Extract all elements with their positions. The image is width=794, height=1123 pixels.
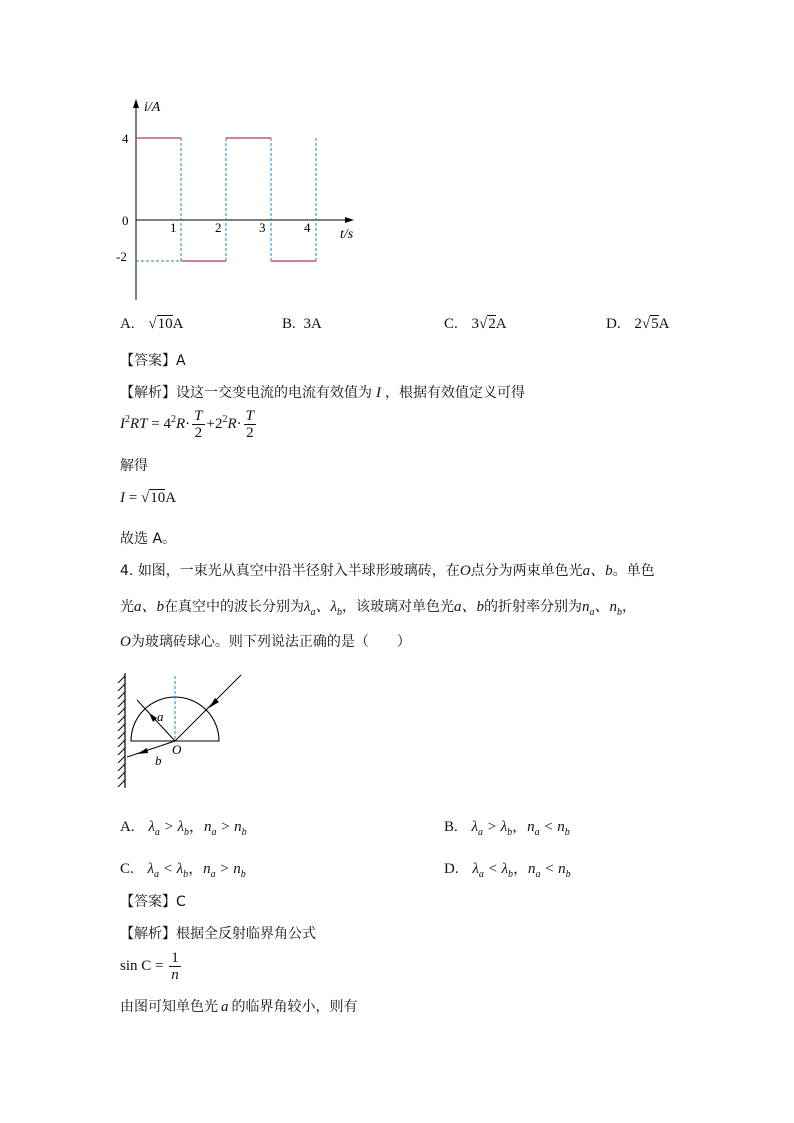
stem-text: 。单色	[612, 563, 655, 579]
q3-answer	[120, 351, 186, 371]
sqrt-sign: √	[479, 316, 488, 332]
option-letter: D.	[444, 861, 459, 877]
q3-conclusion: 故选 A。	[120, 531, 177, 547]
result-unit: A	[165, 490, 177, 506]
x-axis-label: t/s	[340, 227, 354, 242]
option-letter: D.	[606, 316, 621, 332]
q3-option-a[interactable]	[120, 316, 183, 333]
option-letter: B.	[444, 819, 458, 835]
option-radicand: 10	[157, 316, 173, 332]
answer-value: C	[176, 894, 186, 910]
analysis-tail: ，根据有效值定义可得	[385, 385, 525, 401]
conclusion-text: 由图可知单色光	[120, 999, 218, 1015]
stem-text: ，该玻璃对单色光	[342, 599, 455, 615]
q4-stem-line2: 光a、b在真空中的波长分别为$\lambda_a$、$\lambda_b$，该玻璃对单色光a、b的折射率分别为$n_a$、$n_b$，	[120, 599, 637, 618]
var-O: O	[459, 563, 471, 579]
q3-option-c[interactable]	[444, 316, 507, 333]
label-O: O	[172, 742, 182, 757]
q3-formula-effective: $I^2RT = 4^2R\cdot$ $\frac{T}{2}$ $+2^2R\cdot$ $\frac{T}{2}$	[120, 408, 254, 441]
var-O: O	[120, 634, 131, 650]
stem-text: 为玻璃砖球心。则下列说法正确的是（ ）	[130, 634, 411, 650]
option-unit: A	[495, 316, 507, 332]
q4-option-a[interactable]: A. $\lambda_a > \lambda_b$，$n_a > n_b$	[120, 819, 247, 838]
option-value: 3A	[303, 316, 322, 332]
option-unit: A	[172, 316, 184, 332]
n-vars: $n_a$、$n_b$	[582, 599, 623, 618]
var-ab: a、b	[582, 563, 613, 579]
x-axis-arrow	[345, 217, 354, 223]
option-coef: 2	[634, 316, 642, 332]
stem-text: 光	[120, 599, 134, 615]
analysis-label: 【解析】	[120, 385, 176, 401]
ray-b	[127, 741, 175, 757]
option-letter: C.	[120, 861, 134, 877]
q4-formula-critical	[120, 950, 183, 983]
y-tick-4: 4	[122, 131, 129, 146]
answer-label: 【答案】	[120, 894, 176, 910]
x-tick-1: 1	[170, 220, 177, 235]
answer-label: 【答案】	[120, 353, 176, 369]
conclusion-var: a	[221, 999, 229, 1015]
label-a: a	[157, 709, 164, 724]
y-tick-neg2: -2	[116, 249, 127, 264]
analysis-var: I	[376, 385, 381, 401]
sqrt-sign: √	[140, 490, 150, 506]
q4-conclusion	[120, 997, 358, 1017]
conclusion-text: 的临界角较小，则有	[231, 999, 358, 1015]
incident-ray	[175, 675, 241, 741]
q4-analysis	[120, 924, 316, 944]
answer-value: A	[176, 353, 186, 369]
stem-text: 的折射率分别为	[484, 599, 583, 615]
label-b: b	[155, 753, 162, 768]
option-radicand: 5	[651, 316, 659, 332]
option-coef: 3	[471, 316, 480, 332]
q4-option-d[interactable]: D. $\lambda_a < \lambda_b$，$n_a < n_b$	[444, 861, 571, 880]
option-letter: A.	[120, 819, 135, 835]
q4-answer	[120, 892, 186, 912]
sqrt-sign: √	[641, 316, 651, 332]
formula-left: sin C =	[120, 957, 164, 974]
hemisphere-glass-figure	[115, 668, 255, 793]
stem-text: 点分为两束单色光	[470, 563, 583, 579]
wall-hatching	[118, 676, 125, 787]
incident-arrow	[209, 698, 219, 708]
result-radicand: 10	[150, 490, 166, 506]
var-ab: a、b	[454, 599, 485, 615]
dashed-guides	[136, 138, 316, 261]
q4-option-c[interactable]: C. $\lambda_a < \lambda_b$，$n_a > n_b$	[120, 861, 246, 880]
option-letter: A.	[120, 316, 135, 332]
ray-a	[137, 700, 175, 741]
q3-option-b[interactable]	[282, 316, 322, 333]
analysis-label: 【解析】	[120, 926, 176, 942]
q4-number: 4.	[120, 563, 134, 579]
y-axis-label: i/A	[144, 100, 161, 115]
formula-num: 1	[171, 950, 179, 966]
sqrt-sign: √	[148, 316, 157, 332]
analysis-text: 设这一交变电流的电流有效值为	[176, 385, 372, 401]
option-letter: B.	[282, 316, 296, 332]
stem-text: 在真空中的波长分别为	[164, 599, 305, 615]
q3-analysis	[120, 383, 525, 403]
x-tick-2: 2	[215, 220, 222, 235]
option-unit: A	[658, 316, 670, 332]
q4-option-b[interactable]: B. $\lambda_a > \lambda_b$，$n_a < n_b$	[444, 819, 570, 838]
analysis-text: 根据全反射临界角公式	[176, 926, 316, 942]
var-ab: a、b	[134, 599, 165, 615]
q3-solve-label: 解得	[120, 458, 148, 474]
x-tick-4: 4	[304, 220, 311, 235]
q3-result: I = √10A	[120, 490, 177, 506]
lambda-vars: $\lambda_a$、$\lambda_b$	[304, 599, 343, 618]
x-tick-3: 3	[259, 220, 266, 235]
y-axis-arrow	[133, 99, 139, 108]
option-letter: C.	[444, 316, 458, 332]
ray-b-arrow	[137, 748, 148, 754]
option-radicand: 2	[488, 316, 496, 332]
stem-text: 如图，一束光从真空中沿半径射入半球形玻璃砖，在	[137, 563, 460, 579]
formula-den: n	[171, 967, 179, 983]
q3-option-d[interactable]	[606, 316, 669, 333]
q4-stem-line1	[120, 561, 655, 581]
y-tick-0: 0	[122, 213, 129, 228]
current-time-graph	[110, 95, 370, 305]
q4-stem-line3	[120, 632, 411, 652]
